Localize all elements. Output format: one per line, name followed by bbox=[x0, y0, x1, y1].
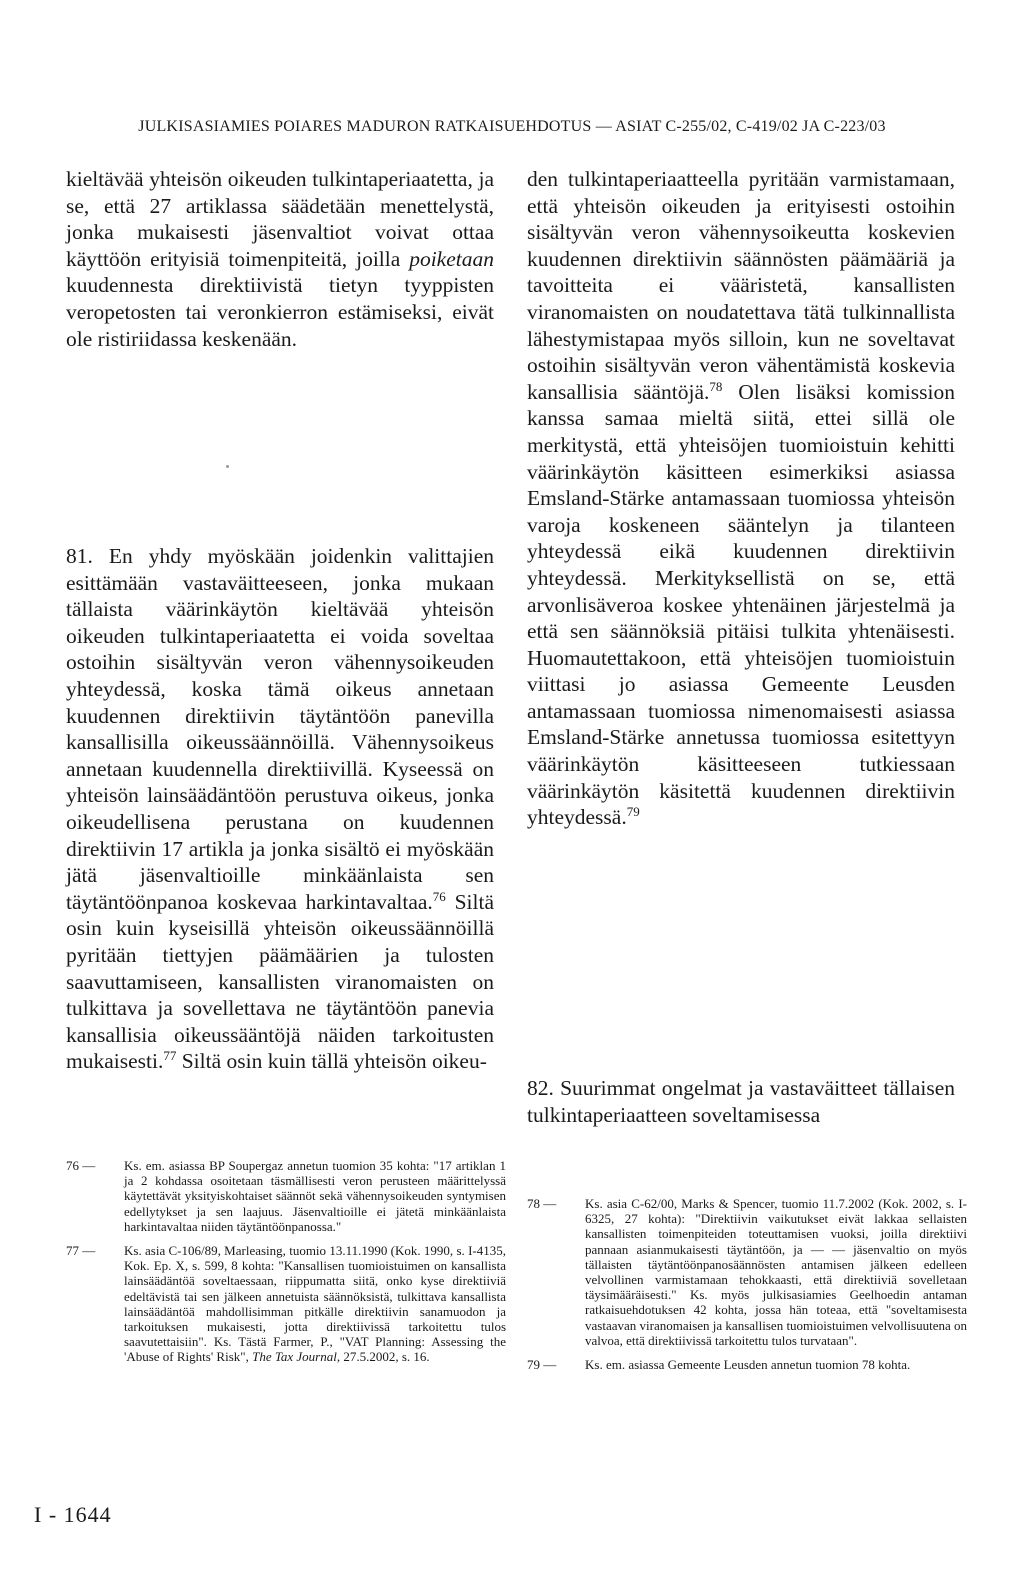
footnote-ref-78[interactable]: 78 bbox=[709, 378, 723, 394]
footnote-ref-76[interactable]: 76 bbox=[432, 888, 446, 904]
paragraph-81: 81. En yhdy myöskään joidenkin valittajien esittämään vastaväitteeseen, jonka mukaan tällaista väärinkäytön kieltävää yhteisön oikeuden tulkintaperiaatetta ei voida soveltaa ostoihin sisältyvän veron vähennysoikeuden yhteydessä, koska tämä oikeus annetaan kuudennen direktiivin täytäntöön panevilla kansallisilla oikeussäännöillä. Vähennysoikeus annetaan kuudennella direktiivillä. Kyseessä on yhteisön lainsäädäntöön perustuva oikeus, jonka oikeudellisena perustana on kuudennen direktiivin 17 artikla ja jonka sisältö ei myöskään jätä jäsenvaltioille minkäänlaista sen täytäntöönpanoa koskevaa harkintavaltaa.$^{76}$ Siltä osin kuin kyseisillä yhteisön oikeussäännöillä pyritään tiettyjen päämäärien ja tulosten saavuttamiseen, kansallisten viranomaisten on tulkittava ja sovellettava ne täytäntöön panevia kansallisia oikeussääntöjä näiden tarkoitusten mukaisesti.$^{77}$ Siltä osin kuin tällä yhteisön oikeu- bbox=[66, 544, 494, 1074]
journal-title: The Tax Journal bbox=[252, 1349, 337, 1365]
footnote-76: 76 — Ks. em. asiassa BP Soupergaz annetun tuomion 35 kohta: "17 artiklan 1 ja 2 kohdassa osoitetaan täsmällisesti veron perusteen määrittelyssä käytettävät yksityiskohtaiset säännöt sekä vähennysoikeuden syntymisen edellytykset ja sen laajuus. Jäsenvaltioille ei jätetä minkäänlaista harkintavaltaa niiden täytäntöönpanossa." bbox=[66, 1158, 506, 1234]
footnotes-left bbox=[66, 1158, 506, 1374]
footnote-ref-77[interactable]: 77 bbox=[163, 1048, 177, 1064]
footnotes-right bbox=[527, 1196, 967, 1381]
emphasis: poiketaan bbox=[409, 246, 494, 271]
left-column-top bbox=[66, 166, 494, 352]
paragraph-continuation: kieltävää yhteisön oikeuden tulkintaperiaatetta, ja se, että 27 artiklassa säädetään menettelystä, jonka mukaisesti jäsenvaltiot voivat ottaa käyttöön erityisiä toimenpiteitä, joilla poiketaan kuudennesta direktiivistä tietyn tyyppisten veropetosten tai veronkierron estämiseksi, eivät ole ristiriidassa keskenään. bbox=[66, 167, 494, 351]
stray-dot bbox=[226, 465, 229, 468]
page-number: I - 1644 bbox=[34, 1502, 112, 1527]
running-header: JULKISASIAMIES POIARES MADURON RATKAISUEHDOTUS — ASIAT C-255/02, C-419/02 JA C-223/03 bbox=[138, 118, 886, 135]
footnote-78: 78 — Ks. asia C-62/00, Marks & Spencer, tuomio 11.7.2002 (Kok. 2002, s. I-6325, 27 kohta): "Direktiivin vaikutukset eivät lakkaa sellaisten kansallisten toimenpiteiden toteuttamisen vuoksi, joilla direktiivi pannaan asianmukaisesti täytäntöön, ja — — jäsenvaltio on myös tällaisten täytäntöönpanosäännösten antamisen jälkeen edelleen velvollinen varmistamaan tehokkaasti, että direktiiviä sovelletaan täysimääräisesti." Ks. myös julkisasiamies Geelhoedin antaman ratkaisuehdotuksen 42 kohta, jossa hän toteaa, että "soveltamisesta vastaavan viranomaisen ja kansallisen tuomioistuimen velvollisuutena on valvoa, että direktiivissä tarkoitettu tulos turvataan". bbox=[527, 1196, 967, 1348]
footnote-ref-79[interactable]: 79 bbox=[626, 804, 640, 820]
footnote-79: 79 — Ks. em. asiassa Gemeente Leusden annetun tuomion 78 kohta. bbox=[527, 1357, 911, 1373]
footnote-77: 77 — Ks. asia C-106/89, Marleasing, tuomio 13.11.1990 (Kok. 1990, s. I-4135, Kok. Ep. X, s. 599, 8 kohta: "Kansallisen tuomioistuimen on kansallista lainsäädäntöä soveltaessaan, riippumatta siitä, onko kyse direktiiviä edeltävistä tai sen jälkeen annetuista säännöksistä, tulkittava kansallista lainsäädäntöä mahdollisimman pitkälle direktiivin sanamuodon ja tarkoituksen mukaisesti, jotta direktiivissä tarkoitettu tulos saavutettaisiin". Ks. Tästä Farmer, P., "VAT Planning: Assessing the 'Abuse of Rights' Risk", The Tax Journal, 27.5.2002, s. 16. bbox=[66, 1243, 506, 1365]
right-column-top: den tulkintaperiaatteella pyritään varmistamaan, että yhteisön oikeuden ja erityisesti ostoihin sisältyvän veron vähennysoikeutta koskevien kuudennen direktiivin säännösten päämääriä ja tavoitteita ei vääristetä, kansallisten viranomaisten on noudatettava tätä tulkinnallista lähestymistapaa myös silloin, kun ne soveltavat ostoihin sisältyvän veron vähentämistä koskevia kansallisia sääntöjä.$^{78}$ Olen lisäksi komission kanssa samaa mieltä siitä, ettei sillä ole merkitystä, että yhteisöjen tuomioistuin kehitti väärinkäytön käsitteen esimerkiksi asiassa Emsland-Stärke antamassaan tuomiossa yhteisön varoja koskeneen sääntelyn ja tilanteen yhteydessä eikä kuudennen direktiivin yhteydessä. Merkityksellistä on se, että arvonlisäveroa koskee yhtenäinen järjestelmä ja että sen säännöksiä pitäisi tulkita yhtenäisesti. Huomautettakoon, että yhteisöjen tuomioistuin viittasi jo asiassa Gemeente Leusden antamassaan tuomiossa nimenomaisesti asiassa Emsland-Stärke annetussa tuomiossa esitettyyn väärinkäytön käsitteeseen tutkiessaan väärinkäytön käsitettä kuudennen direktiivin yhteydessä.$^{79}$ bbox=[527, 167, 955, 830]
paragraph-82: 82. Suurimmat ongelmat ja vastaväitteet tällaisen tulkintaperiaatteen soveltamisessa bbox=[527, 1076, 955, 1127]
